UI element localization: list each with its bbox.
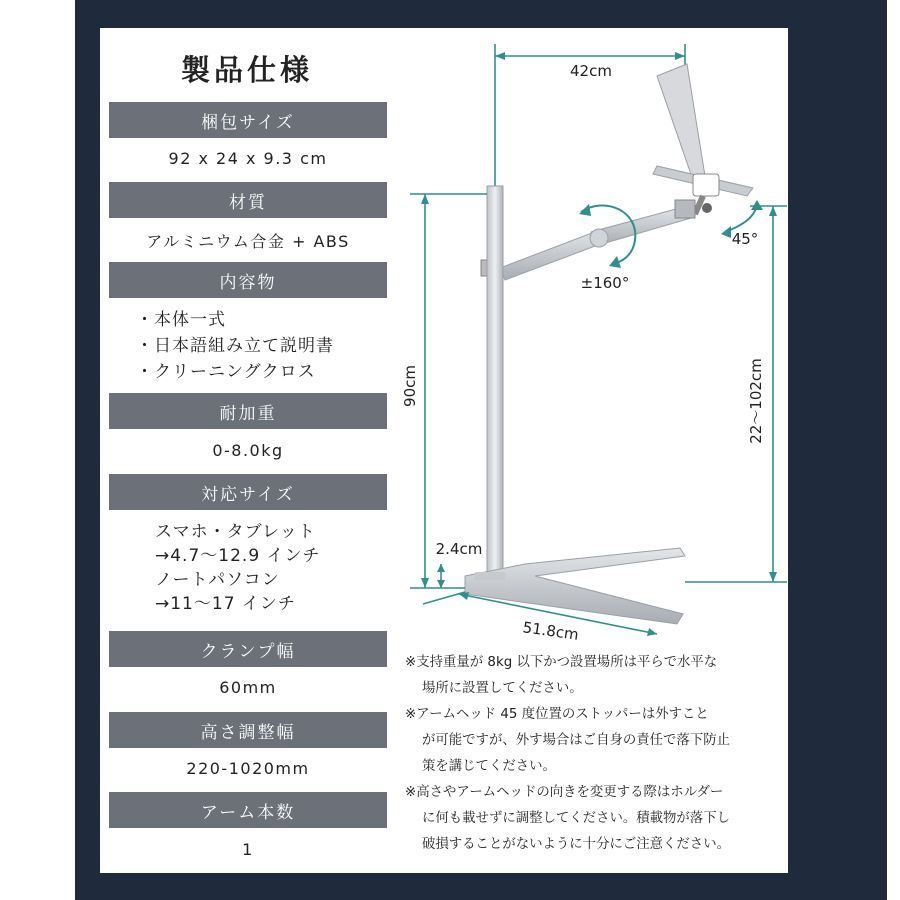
note-line: ※高さやアームヘッドの向きを変更する際はホルダー	[405, 785, 724, 800]
spec-value-load: 0-8.0kg	[212, 441, 284, 460]
spec-head-arm-count: アーム本数	[109, 792, 387, 828]
arm-rotation-label: ±160°	[580, 274, 630, 292]
spec-value-package-size: 92 x 24 x 9.3 cm	[168, 149, 328, 168]
head-tilt-label: 45°	[731, 230, 759, 248]
spec-value-arm-count: 1	[242, 840, 254, 859]
stand-pole	[487, 186, 503, 576]
list-item: ノートパソコン	[155, 570, 280, 590]
stand-diagram	[395, 36, 790, 646]
spec-supported-size-lines	[155, 520, 321, 616]
spec-head-supported-size: 対応サイズ	[109, 474, 387, 510]
spec-head-contents: 内容物	[109, 262, 387, 298]
dim-height-range	[685, 206, 787, 582]
dim-width-top-label: 42cm	[570, 62, 612, 80]
list-item: →4.7～12.9 インチ	[155, 546, 321, 566]
list-item: ・本体一式	[136, 310, 226, 330]
spec-value-height-range: 220-1020mm	[186, 759, 310, 778]
list-item: スマホ・タブレット	[155, 522, 316, 542]
note-line: に何も載せずに調整してください。積載物が落下し	[422, 811, 730, 826]
spec-head-package-size: 梱包サイズ	[109, 102, 387, 138]
spec-value-clamp-width: 60mm	[219, 678, 277, 697]
dim-base-thickness	[437, 564, 445, 588]
note-line: ※アームヘッド 45 度位置のストッパーは外すこと	[405, 707, 709, 722]
note-line: 策を講じてください。	[422, 759, 556, 774]
list-item: ・クリーニングクロス	[136, 362, 316, 382]
note-line: が可能ですが、外す場合はご自身の責任で落下防止	[422, 733, 730, 748]
spec-head-height-range: 高さ調整幅	[109, 712, 387, 748]
dim-base-thickness-label: 2.4cm	[435, 540, 483, 558]
dim-height-total-label: 90cm	[401, 365, 419, 407]
notes-block	[405, 650, 785, 858]
note-line: ※支持重量が 8kg 以下かつ設置場所は平らで水平な	[405, 655, 718, 670]
dim-height-total	[410, 194, 487, 588]
spec-contents-list	[136, 307, 334, 385]
list-item: →11～17 インチ	[155, 594, 296, 614]
laptop-illustration	[653, 64, 753, 214]
spec-value-material: アルミニウム合金 + ABS	[146, 232, 350, 251]
spec-title: 製品仕様	[180, 53, 313, 87]
spec-head-load: 耐加重	[109, 393, 387, 429]
note-line: 場所に設置してください。	[422, 681, 583, 696]
note-line: 破損することがないように十分にご注意ください。	[422, 837, 730, 852]
dim-base-length-label: 51.8cm	[521, 618, 580, 644]
spec-head-clamp-width: クランプ幅	[109, 631, 387, 667]
spec-head-material: 材質	[109, 182, 387, 218]
list-item: ・日本語組み立て説明書	[136, 336, 334, 356]
dim-height-range-label: 22～102cm	[747, 358, 765, 444]
